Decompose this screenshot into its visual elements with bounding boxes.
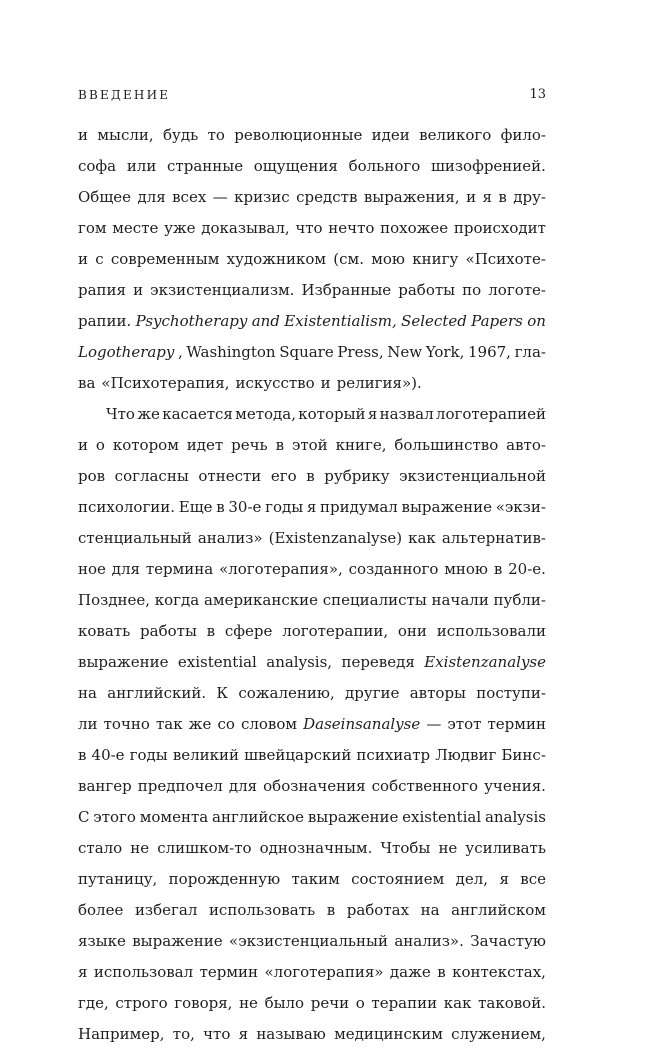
word: работы	[140, 622, 197, 640]
word: отнести	[198, 467, 262, 485]
word: рапии.	[78, 312, 132, 330]
page-number: 13	[529, 87, 546, 102]
word: сфере	[224, 622, 273, 640]
word: же	[137, 405, 160, 423]
word: созданного	[348, 560, 439, 578]
word: —	[212, 188, 228, 206]
word: этого	[93, 808, 136, 826]
word: они	[397, 622, 427, 640]
word: речи	[310, 994, 350, 1012]
word: и	[78, 436, 88, 454]
text-line	[78, 492, 546, 523]
word: английском	[451, 901, 546, 919]
word: по	[462, 281, 482, 299]
text-line	[78, 554, 546, 585]
word: логоте-	[488, 281, 546, 299]
text-line	[78, 461, 546, 492]
word: метода,	[235, 405, 296, 423]
word: на	[78, 684, 97, 702]
word: английское	[212, 808, 305, 826]
word: шизофренией.	[430, 157, 546, 175]
word: Бинс-	[501, 746, 546, 764]
text-line	[78, 244, 546, 275]
text-line	[78, 678, 546, 709]
word: что	[295, 219, 323, 237]
word: «логотерапия»,	[219, 560, 343, 578]
word: ное	[78, 560, 106, 578]
word: ковать	[78, 622, 131, 640]
word: как	[408, 529, 436, 547]
word: я	[306, 498, 317, 516]
word: Papers	[471, 312, 523, 330]
text-line	[78, 306, 546, 337]
word: то	[207, 126, 225, 144]
word: художником	[226, 250, 327, 268]
word: поступи-	[476, 684, 546, 702]
word: ров	[78, 467, 106, 485]
word: языке	[78, 932, 126, 950]
word: средств	[296, 188, 358, 206]
word: existential	[402, 808, 482, 826]
word: в	[493, 560, 503, 578]
word: революционные	[234, 126, 363, 144]
word: Зачастую	[470, 932, 546, 950]
word: придумал	[320, 498, 398, 516]
word: Общее	[78, 188, 132, 206]
text-line	[78, 1019, 546, 1050]
word: выражения,	[363, 188, 460, 206]
word: термина	[145, 560, 214, 578]
word: усиливать	[465, 839, 546, 857]
word: или	[126, 157, 157, 175]
word: Избранные	[301, 281, 392, 299]
word: кризис	[234, 188, 290, 206]
word: в	[498, 188, 507, 206]
text-line	[78, 585, 546, 616]
text-line	[78, 616, 546, 647]
word: другие	[345, 684, 400, 702]
word: New	[387, 343, 423, 361]
word: что	[203, 1025, 231, 1043]
word: Например,	[78, 1025, 165, 1043]
word: гом	[78, 219, 107, 237]
word: странные	[167, 157, 244, 175]
word: ли	[78, 715, 98, 733]
word: книге,	[335, 436, 387, 454]
text-line	[78, 151, 546, 182]
word: предпочел	[137, 777, 223, 795]
text-line	[78, 120, 546, 151]
word: для	[111, 560, 140, 578]
word: логотерапии,	[282, 622, 389, 640]
word: с	[95, 250, 104, 268]
word: Чтобы	[380, 839, 431, 857]
word: переведя	[341, 653, 415, 671]
paragraph	[78, 399, 546, 1050]
word: состоянием	[351, 870, 445, 888]
word: этот	[447, 715, 482, 733]
word: Людвиг	[435, 746, 497, 764]
word: же	[188, 715, 212, 733]
word: фило-	[500, 126, 546, 144]
word: гла-	[514, 343, 546, 361]
word: назвал	[379, 405, 434, 423]
word: строго	[115, 994, 168, 1012]
word: Existenzanalyse	[424, 653, 546, 671]
word: порожденную	[168, 870, 281, 888]
word: рубрику	[324, 467, 390, 485]
word: и	[78, 250, 88, 268]
word: как	[443, 994, 472, 1012]
word: доказывал,	[201, 219, 290, 237]
word: в	[216, 498, 225, 516]
word: Existentialism,	[284, 312, 397, 330]
word: путаницу,	[78, 870, 158, 888]
word: таким	[291, 870, 340, 888]
word: современным	[110, 250, 220, 268]
word: анализ».	[394, 932, 464, 950]
text-line	[78, 988, 546, 1019]
text-line	[78, 430, 546, 461]
word: большинство	[394, 436, 499, 454]
word: согласны	[114, 467, 189, 485]
word: на	[420, 901, 440, 919]
text-line	[78, 926, 546, 957]
word: analysis	[484, 808, 546, 826]
word: собственного	[371, 777, 479, 795]
word: Press,	[337, 343, 384, 361]
word: экзистенциализм.	[150, 281, 295, 299]
word: не	[130, 839, 150, 857]
word: в	[78, 746, 87, 764]
word: 40-е	[91, 746, 125, 764]
word: больного	[348, 157, 421, 175]
word: 30-е	[228, 498, 262, 516]
word: терапии	[371, 994, 438, 1012]
text-line	[78, 833, 546, 864]
text-line	[78, 895, 546, 926]
word: выражение	[401, 498, 493, 516]
word: и	[133, 281, 144, 299]
word: в	[206, 622, 216, 640]
word: альтернатив-	[441, 529, 546, 547]
paragraph	[78, 120, 546, 399]
word: стенциальный	[78, 529, 192, 547]
word: термин	[487, 715, 546, 733]
text-line	[78, 213, 546, 244]
word: вангер	[78, 777, 132, 795]
word: его	[270, 467, 297, 485]
word: великий	[172, 746, 240, 764]
word: работах	[346, 901, 410, 919]
word: использовал	[93, 963, 194, 981]
word: момента	[139, 808, 209, 826]
word: дру-	[513, 188, 546, 206]
word: великого	[419, 126, 492, 144]
word: служением,	[451, 1025, 546, 1043]
word: все	[520, 870, 546, 888]
word: швейцарский	[244, 746, 352, 764]
word: речь	[231, 436, 268, 454]
word: психиатр	[356, 746, 431, 764]
word: я	[482, 188, 492, 206]
text-line	[78, 802, 546, 833]
word: происходит	[453, 219, 546, 237]
word: термин	[199, 963, 259, 981]
word: со	[217, 715, 235, 733]
word: даже	[389, 963, 431, 981]
text-line	[78, 647, 546, 678]
text-line	[78, 709, 546, 740]
word: я	[367, 405, 378, 423]
word: точно	[103, 715, 150, 733]
word: таковой.	[478, 994, 546, 1012]
word: то,	[172, 1025, 195, 1043]
word: не	[239, 994, 258, 1012]
word: избегал	[134, 901, 198, 919]
word: идет	[186, 436, 224, 454]
word: ощущения	[253, 157, 338, 175]
word: Logotherapy	[78, 343, 175, 361]
text-line	[78, 957, 546, 988]
text-line	[78, 182, 546, 213]
word: и	[78, 126, 88, 144]
word: «экзи-	[495, 498, 546, 516]
text-line	[78, 275, 546, 306]
word: обозначения	[263, 777, 366, 795]
text-line	[78, 523, 546, 554]
word: годы	[129, 746, 168, 764]
word: всех	[172, 188, 207, 206]
word: использовали	[436, 622, 546, 640]
word: словом	[240, 715, 298, 733]
word: Square	[279, 343, 334, 361]
word: on	[527, 312, 546, 330]
word: о	[355, 994, 365, 1012]
running-head	[78, 84, 546, 106]
word: ва	[78, 374, 96, 392]
word: ,	[178, 343, 183, 361]
word: годы	[265, 498, 304, 516]
word: где,	[78, 994, 109, 1012]
word: похожее	[380, 219, 449, 237]
word: в	[437, 963, 446, 981]
word: «экзистенциальный	[229, 932, 388, 950]
word: для	[137, 188, 166, 206]
word: —	[426, 715, 442, 733]
body-text	[78, 120, 546, 1050]
word: более	[78, 901, 124, 919]
word: логотерапией	[435, 405, 546, 423]
word: в	[306, 467, 315, 485]
word: в	[326, 901, 336, 919]
word: американские	[203, 591, 319, 609]
word: касается	[162, 405, 233, 423]
word: «логотерапия»	[264, 963, 384, 981]
word: называю	[256, 1025, 326, 1043]
word: публи-	[493, 591, 546, 609]
word: выражение	[307, 808, 399, 826]
word: С	[78, 808, 90, 826]
word: не	[438, 839, 458, 857]
word: Daseinsanalyse	[303, 715, 421, 733]
word: авто-	[506, 436, 546, 454]
word: психологии.	[78, 498, 176, 516]
word: 1967,	[468, 343, 511, 361]
word: так	[155, 715, 183, 733]
word: месте	[112, 219, 159, 237]
text-line	[78, 399, 546, 430]
word: о	[95, 436, 105, 454]
word: экзистенциальной	[399, 467, 546, 485]
word: нечто	[328, 219, 375, 237]
word: когда	[154, 591, 200, 609]
word: analysis,	[266, 653, 333, 671]
word: этой	[291, 436, 328, 454]
word: однозначным.	[259, 839, 373, 857]
word: я	[499, 870, 509, 888]
text-line	[78, 740, 546, 771]
word: слишком-то	[157, 839, 252, 857]
word: мою	[371, 250, 405, 268]
word: К	[216, 684, 229, 702]
word: уже	[164, 219, 196, 237]
word: «Психоте-	[465, 250, 546, 268]
word: английский.	[107, 684, 207, 702]
word: стало	[78, 839, 123, 857]
text-line	[78, 771, 546, 802]
word: (Existenzanalyse)	[268, 529, 403, 547]
word: я	[238, 1025, 249, 1043]
word: софа	[78, 157, 117, 175]
word: Позднее,	[78, 591, 151, 609]
word: дел,	[455, 870, 489, 888]
word: York,	[425, 343, 465, 361]
word: Еще	[178, 498, 213, 516]
word: (см.	[333, 250, 364, 268]
word: авторы	[409, 684, 466, 702]
text-line	[78, 368, 546, 399]
word: выражение	[132, 932, 223, 950]
word: мною	[444, 560, 488, 578]
word: было	[264, 994, 305, 1012]
word: работы	[398, 281, 456, 299]
word: Что	[106, 405, 135, 423]
word: специалисты	[322, 591, 427, 609]
word: и	[320, 374, 331, 392]
word: 20-е.	[508, 560, 546, 578]
word: сожалению,	[238, 684, 335, 702]
word: книгу	[412, 250, 459, 268]
word: «Психотерапия,	[101, 374, 230, 392]
text-line	[78, 337, 546, 368]
word: я	[78, 963, 88, 981]
word: начали	[431, 591, 489, 609]
word: для	[228, 777, 258, 795]
word: анализ»	[197, 529, 263, 547]
word: использовать	[208, 901, 316, 919]
word: Selected	[401, 312, 467, 330]
word: искусство	[235, 374, 315, 392]
word: мысли,	[97, 126, 154, 144]
word: учения.	[484, 777, 546, 795]
word: говоря,	[174, 994, 233, 1012]
word: and	[251, 312, 280, 330]
word: который	[298, 405, 366, 423]
word: будь	[163, 126, 199, 144]
word: религия»).	[336, 374, 422, 392]
word: котором	[112, 436, 179, 454]
word: выражение	[78, 653, 169, 671]
word: existential	[177, 653, 257, 671]
word: Washington	[186, 343, 276, 361]
word: Psychotherapy	[135, 312, 248, 330]
text-line	[78, 864, 546, 895]
word: идеи	[371, 126, 410, 144]
word: медицинским	[334, 1025, 443, 1043]
section-title: ВВЕДЕНИЕ	[78, 88, 171, 102]
word: в	[275, 436, 285, 454]
word: рапия	[78, 281, 127, 299]
word: контекстах,	[452, 963, 546, 981]
word: и	[466, 188, 477, 206]
